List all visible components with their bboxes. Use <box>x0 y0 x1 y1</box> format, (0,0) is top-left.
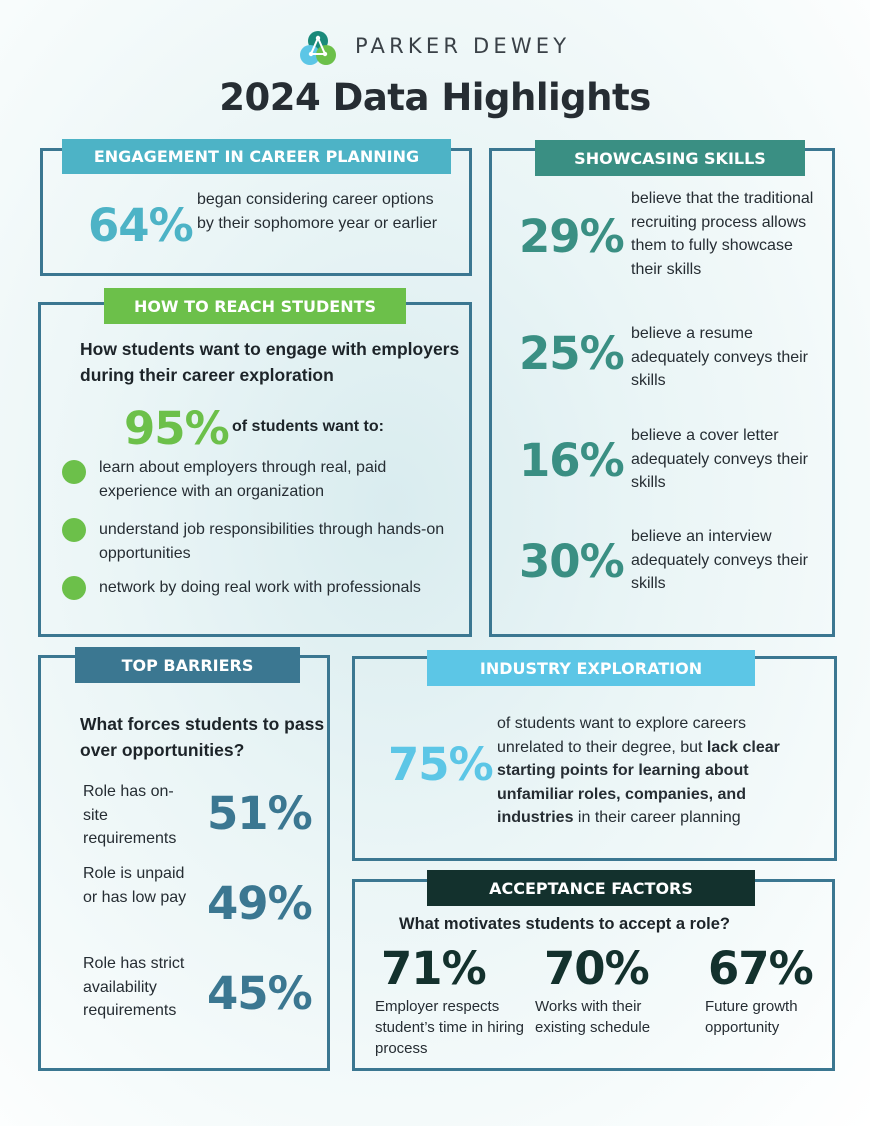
reach-header: HOW TO REACH STUDENTS <box>104 288 406 324</box>
acceptance-label: Employer respects student’s time in hiring process <box>375 998 524 1057</box>
industry-text-bold: lack clear starting points for learning about unfamiliar roles, companies, and industries <box>497 738 780 826</box>
acceptance-percent: 71% <box>381 942 486 995</box>
barrier-label: Role has on-site requirements <box>83 783 177 847</box>
barrier-percent: 51% <box>207 787 312 840</box>
reach-percent: 95% <box>124 402 229 455</box>
engagement-percent: 64% <box>88 199 193 252</box>
barrier-percent: 45% <box>207 967 312 1020</box>
industry-header: INDUSTRY EXPLORATION <box>427 650 755 686</box>
skills-text: believe a resume adequately conveys their skills <box>631 325 808 389</box>
acceptance-question: What motivates students to accept a role? <box>399 915 730 933</box>
parker-dewey-logo-icon <box>298 30 338 66</box>
brand-logo <box>298 30 588 66</box>
acceptance-percent: 67% <box>708 942 813 995</box>
acceptance-percent: 70% <box>544 942 649 995</box>
brand-name: PARKER DEWEY <box>355 34 571 58</box>
barriers-header: TOP BARRIERS <box>75 647 300 683</box>
barrier-percent: 49% <box>207 877 312 930</box>
engagement-header: ENGAGEMENT IN CAREER PLANNING <box>62 139 451 174</box>
bullet-dot <box>62 460 86 484</box>
skills-text: believe an interview adequately conveys their skills <box>631 528 808 592</box>
industry-text-end: in their career planning <box>573 809 741 826</box>
skills-percent: 25% <box>519 327 624 380</box>
reach-item: learn about employers through real, paid experience with an organization <box>99 459 387 500</box>
barriers-question: What forces students to pass over opportunities? <box>80 714 325 760</box>
industry-text-intro: of students want to explore careers unrelated to their degree, but <box>497 715 747 756</box>
reach-item: network by doing real work with professionals <box>99 579 421 596</box>
acceptance-header: ACCEPTANCE FACTORS <box>427 870 755 906</box>
bullet-dot <box>62 576 86 600</box>
acceptance-label: Works with their existing schedule <box>535 998 651 1036</box>
reach-question: How students want to engage with employers during their career exploration <box>80 339 460 385</box>
page-title: 2024 Data Highlights <box>219 76 651 119</box>
skills-text: believe a cover letter adequately conveys their skills <box>631 427 808 491</box>
bullet-dot <box>62 518 86 542</box>
reach-percent-label: of students want to: <box>232 418 384 435</box>
engagement-text: began considering career options by their sophomore year or earlier <box>197 191 438 232</box>
industry-percent: 75% <box>388 738 493 791</box>
skills-percent: 30% <box>519 535 624 588</box>
reach-item: understand job responsibilities through hands-on opportunities <box>99 521 445 562</box>
skills-text: believe that the traditional recruiting process allows them to fully showcase their skills <box>631 190 814 278</box>
industry-text <box>497 712 815 830</box>
skills-percent: 29% <box>519 210 624 263</box>
skills-percent: 16% <box>519 434 624 487</box>
barrier-label: Role has strict availability requirements <box>83 955 185 1019</box>
acceptance-label: Future growth opportunity <box>705 998 798 1036</box>
skills-header: SHOWCASING SKILLS <box>535 140 805 176</box>
barrier-label: Role is unpaid or has low pay <box>83 865 187 906</box>
